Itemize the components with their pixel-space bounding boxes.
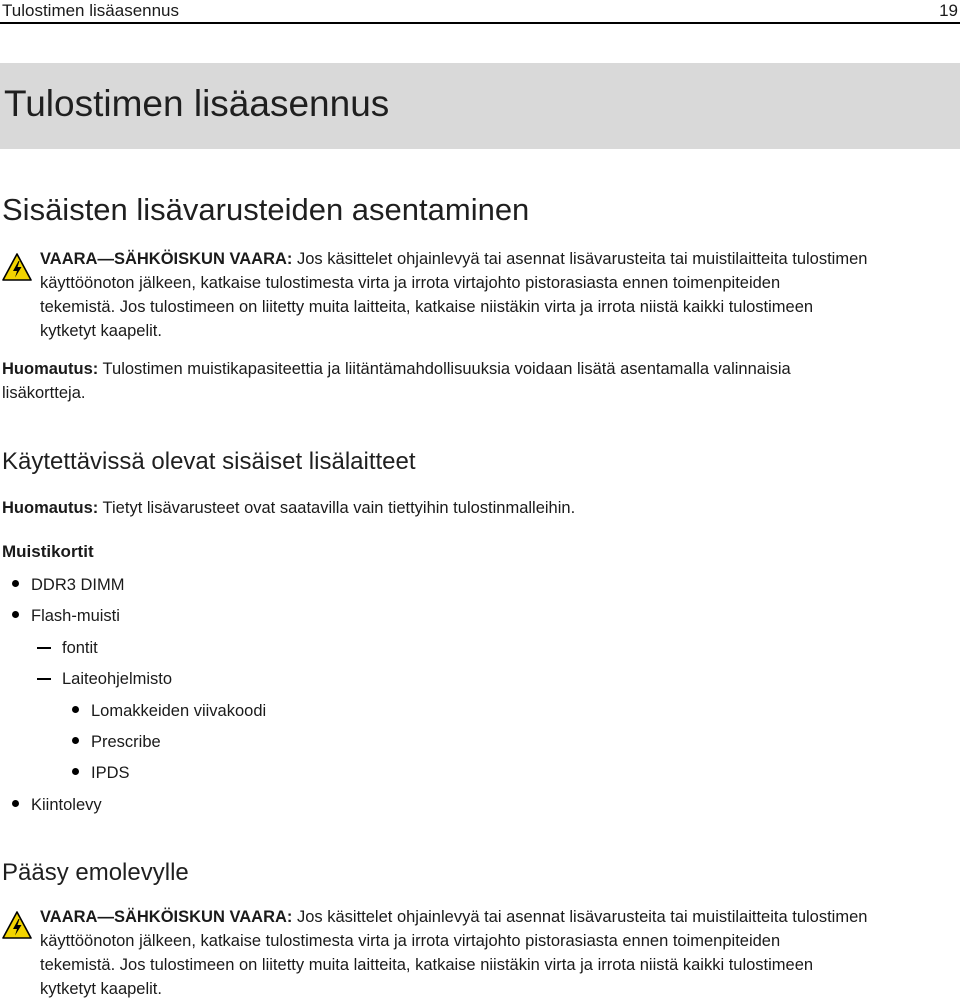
electric-shock-warning-icon — [2, 911, 32, 939]
warning-line: käyttöönoton jälkeen, katkaise tulostimesta virta ja irrota virtajohto pistorasiasta ennen toimenpiteiden — [40, 932, 781, 950]
warning-text — [40, 247, 958, 343]
bullet-dot — [12, 580, 19, 587]
chapter-title: Tulostimen lisäasennus — [4, 83, 390, 124]
note-text: Tulostimen muistikapasiteettia ja liitäntämahdollisuuksia voidaan lisätä asentamalla valinnaisia — [102, 360, 791, 378]
note-text: Tietyt lisävarusteet ovat saatavilla vain tiettyihin tulostinmalleihin. — [102, 499, 576, 517]
list-item: Flash-muisti — [31, 607, 120, 625]
note-line — [2, 357, 952, 381]
chapter-title-band — [0, 63, 960, 149]
note-label: Huomautus: — [2, 360, 99, 378]
list-item: DDR3 DIMM — [31, 576, 125, 594]
list-item: fontit — [62, 639, 98, 657]
subsection-title-board-access: Pääsy emolevylle — [2, 859, 189, 886]
subsection-title-available-options: Käytettävissä olevat sisäiset lisälaitteet — [2, 448, 416, 475]
note-label: Huomautus: — [2, 499, 99, 517]
warning-text-line: Jos käsittelet ohjainlevyä tai asennat lisävarusteita tai muistilaitteita tulostimen — [296, 908, 868, 926]
note-line: lisäkortteja. — [2, 384, 86, 402]
list-item: Prescribe — [91, 733, 161, 751]
page-header — [0, 0, 960, 24]
warning-line — [40, 905, 958, 929]
note — [2, 357, 952, 405]
page-number: 19 — [939, 1, 958, 20]
section-title: Sisäisten lisävarusteiden asentaminen — [2, 192, 530, 227]
electric-shock-warning-icon — [2, 253, 32, 281]
bullet-dot — [72, 706, 79, 713]
bullet-dot — [72, 737, 79, 744]
list-heading-memory-cards: Muistikortit — [2, 542, 94, 561]
bullet-dot — [12, 800, 19, 807]
running-title: Tulostimen lisäasennus — [2, 1, 180, 20]
list-item: Lomakkeiden viivakoodi — [91, 702, 267, 720]
note-availability — [2, 496, 952, 520]
bullet-dot — [72, 768, 79, 775]
bullet-dash — [37, 647, 51, 649]
warning-line: kytketyt kaapelit. — [40, 980, 162, 998]
warning-line: tekemistä. Jos tulostimeen on liitetty muita laitteita, katkaise niistäkin virta ja irrota niistä kaikki tulostimeen — [40, 956, 814, 974]
bullet-dot — [12, 611, 19, 618]
list-item: Laiteohjelmisto — [62, 670, 173, 688]
warning-label: VAARA—SÄHKÖISKUN VAARA: — [40, 250, 293, 268]
warning-line — [40, 247, 958, 271]
bullet-dash — [37, 678, 51, 680]
warning-label: VAARA—SÄHKÖISKUN VAARA: — [40, 908, 293, 926]
warning-text — [40, 905, 958, 1001]
list-item: IPDS — [91, 764, 130, 782]
warning-line: käyttöönoton jälkeen, katkaise tulostimesta virta ja irrota virtajohto pistorasiasta ennen toimenpiteiden — [40, 274, 781, 292]
list-item: Kiintolevy — [31, 796, 102, 814]
warning-line: kytketyt kaapelit. — [40, 322, 162, 340]
warning-text-line: Jos käsittelet ohjainlevyä tai asennat lisävarusteita tai muistilaitteita tulostimen — [296, 250, 868, 268]
warning-line: tekemistä. Jos tulostimeen on liitetty muita laitteita, katkaise niistäkin virta ja irrota niistä kaikki tulostimeen — [40, 298, 814, 316]
